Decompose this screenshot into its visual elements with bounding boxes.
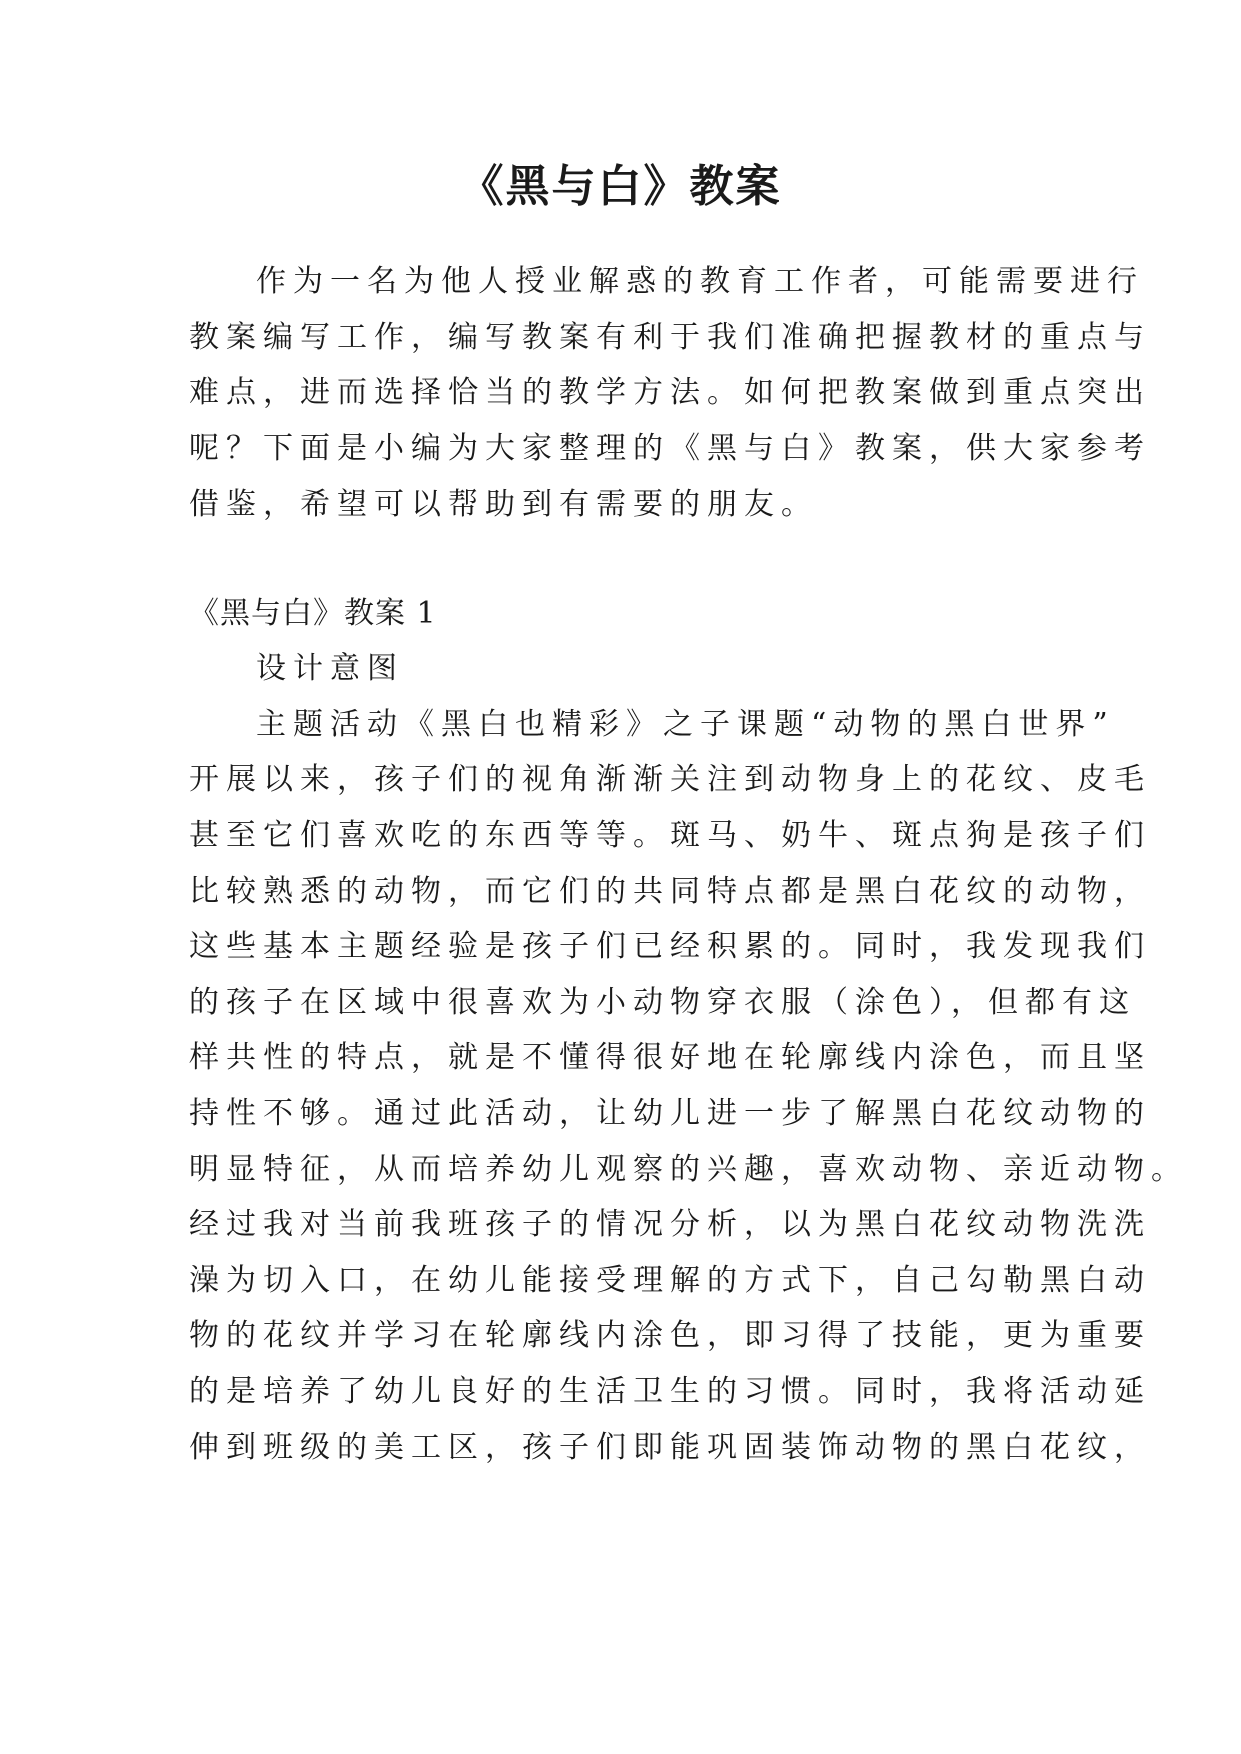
body-line-7: 样共性的特点，就是不懂得很好地在轮廓线内涂色，而且坚 [189,1040,1151,1075]
section-heading: 《黑与白》教案 1 [189,596,437,631]
body-line-2: 开展以来，孩子们的视角渐渐关注到动物身上的花纹、皮毛 [189,762,1151,797]
body-line-6: 的孩子在区域中很喜欢为小动物穿衣服（涂色），但都有这 [189,985,1136,1020]
intro-line-4: 呢？下面是小编为大家整理的《黑与白》教案，供大家参考 [189,431,1151,466]
intro-line-1: 作为一名为他人授业解惑的教育工作者，可能需要进行 [256,264,1144,299]
body-line-5: 这些基本主题经验是孩子们已经积累的。同时，我发现我们 [189,929,1151,964]
intro-line-2: 教案编写工作，编写教案有利于我们准确把握教材的重点与 [189,320,1151,355]
document-title: 《黑与白》教案 [459,161,782,212]
body-line-11: 澡为切入口，在幼儿能接受理解的方式下，自己勾勒黑白动 [189,1263,1151,1298]
intro-line-3: 难点，进而选择恰当的教学方法。如何把教案做到重点突出 [189,375,1151,410]
body-line-14: 伸到班级的美工区，孩子们即能巩固装饰动物的黑白花纹， [189,1430,1151,1465]
body-line-9: 明显特征，从而培养幼儿观察的兴趣，喜欢动物、亲近动物。 [189,1152,1188,1187]
body-line-12: 物的花纹并学习在轮廓线内涂色，即习得了技能，更为重要 [189,1318,1151,1353]
body-line-10: 经过我对当前我班孩子的情况分析，以为黑白花纹动物洗洗 [189,1207,1151,1242]
body-line-13: 的是培养了幼儿良好的生活卫生的习惯。同时，我将活动延 [189,1374,1151,1409]
subheading: 设计意图 [256,651,404,686]
body-line-1: 主题活动《黑白也精彩》之子课题“动物的黑白世界” [256,707,1115,742]
body-line-3: 甚至它们喜欢吃的东西等等。斑马、奶牛、斑点狗是孩子们 [189,818,1151,853]
body-line-4: 比较熟悉的动物，而它们的共同特点都是黑白花纹的动物， [189,874,1151,909]
body-line-8: 持性不够。通过此活动，让幼儿进一步了解黑白花纹动物的 [189,1096,1151,1131]
intro-line-5: 借鉴，希望可以帮助到有需要的朋友。 [189,487,818,522]
